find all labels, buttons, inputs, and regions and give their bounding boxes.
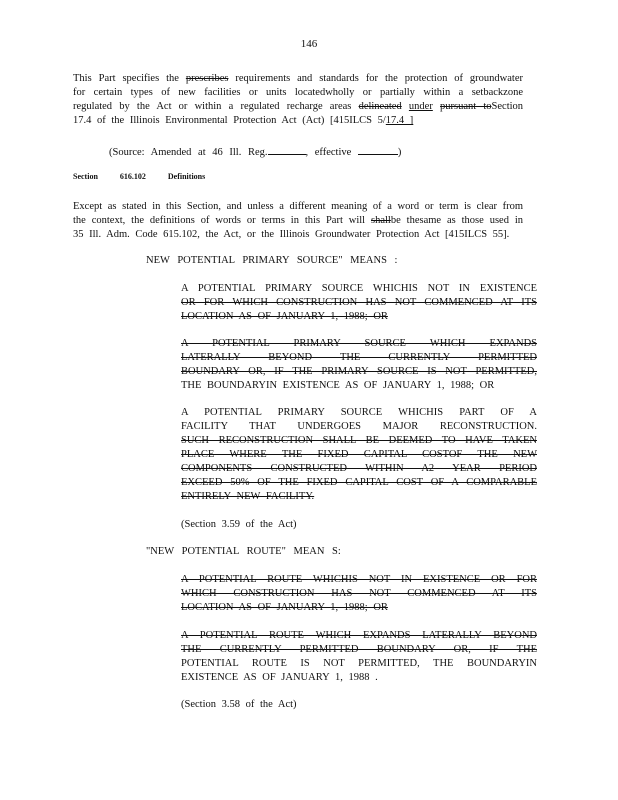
- intro-line-3: regulated by the Act or within a regulated recharge areas delineated under pursuant toSection: [73, 101, 524, 112]
- deleted-text: A POTENTIAL PRIMARY SOURCE WHICH EXPANDS: [181, 338, 537, 349]
- npps-clause-a: A POTENTIAL PRIMARY SOURCE WHICHIS NOT IN EXISTENCE OR FOR WHICH CONSTRUCTION HAS NOT COMMENCED AT ITS LOCATION AS OF JANUARY 1, 1988; OR: [181, 283, 537, 322]
- intro-line-1: This Part specifies the prescribes requirements and standards for the protection of groundwater: [73, 73, 523, 84]
- deleted-text: A POTENTIAL ROUTE WHICHIS NOT IN EXISTENCE OR FOR: [181, 574, 537, 585]
- def-intro-line-2: the context, the definitions of words or terms in this Part will shallbe thesame as those used in: [73, 215, 524, 226]
- def-intro-line-3: 35 Ill. Adm. Code 615.102, the Act, or the Illinois Groundwater Protection Act [415ILCS 55].: [73, 229, 510, 240]
- npr-clause-b: A POTENTIAL ROUTE WHICH EXPANDS LATERALLY BEYOND THE CURRENTLY PERMITTED BOUNDARY OR, IF THE POTENTIAL ROUTE IS NOT PERMITTED, THE BOUNDARYIN EXISTENCE AS OF JANUARY 1, 1988 .: [181, 630, 537, 683]
- deleted-text: THE CURRENTLY PERMITTED BOUNDARY OR, IF THE: [181, 644, 537, 655]
- npps-clause-b: A POTENTIAL PRIMARY SOURCE WHICH EXPANDS LATERALLY BEYOND THE CURRENTLY PERMITTED BOUNDARY OR, IF THE PRIMARY SOURCE IS NOT PERMITTED, THE BOUNDARYIN EXISTENCE AS OF JANUARY 1, 1988; OR: [181, 338, 537, 391]
- intro-line-2: for certain types of new facilities or units locatedwholly or partially within a setbackzone: [73, 87, 523, 98]
- blank-line: [268, 144, 306, 155]
- definitions-intro: [73, 200, 523, 242]
- npr-citation: (Section 3.58 of the Act): [181, 699, 297, 710]
- page-number: 146: [300, 38, 318, 50]
- deleted-text: ENTIRELY NEW FACILITY.: [181, 491, 315, 502]
- deleted-text: PLACE WHERE THE FIXED CAPITAL COSTOF THE NEW: [181, 449, 537, 460]
- deleted-text: SUCH RECONSTRUCTION SHALL BE DEEMED TO HAVE TAKEN: [181, 435, 537, 446]
- inserted-text: 17.4 ]: [385, 115, 414, 126]
- deleted-text: pursuant to: [440, 101, 492, 112]
- deleted-text: BOUNDARY OR, IF THE PRIMARY SOURCE IS NOT PERMITTED,: [181, 366, 537, 377]
- npr-clause-a: [181, 573, 537, 615]
- intro-paragraph: [73, 72, 523, 128]
- npr-heading: "NEW POTENTIAL ROUTE" MEAN S:: [146, 546, 341, 557]
- deleted-text: OR FOR WHICH CONSTRUCTION HAS NOT COMMENCED AT ITS: [181, 297, 537, 308]
- inserted-text: under: [408, 101, 433, 112]
- npps-heading: NEW POTENTIAL PRIMARY SOURCE" MEANS :: [146, 255, 398, 266]
- npps-clause-c: A POTENTIAL PRIMARY SOURCE WHICHIS PART OF A FACILITY THAT UNDERGOES MAJOR RECONSTRUCTION. SUCH RECONSTRUCTION SHALL BE DEEMED TO HAVE TAKEN PLACE WHERE THE FIXED CAPITAL COSTOF THE NEW COMPONENTS CONSTRUCTED WITHIN A2 YEAR PERIOD EXCEED 50% OF THE FIXED CAPITAL COST OF A COMPARABLE ENTIRELY NEW FACILITY.: [181, 407, 537, 502]
- deleted-text: WHICH CONSTRUCTION HAS NOT COMMENCED AT ITS: [181, 588, 537, 599]
- deleted-text: LATERALLY BEYOND THE CURRENTLY PERMITTED: [181, 352, 537, 363]
- deleted-text: COMPONENTS CONSTRUCTED WITHIN A2 YEAR PERIOD: [181, 463, 537, 474]
- deleted-text: prescribes: [185, 73, 229, 84]
- deleted-text: EXCEED 50% OF THE FIXED CAPITAL COST OF A COMPARABLE: [181, 477, 537, 488]
- deleted-text: shall: [371, 215, 391, 226]
- source-note: (Source: Amended at 46 Ill. Reg. , effective ): [109, 144, 401, 160]
- def-intro-line-1: Except as stated in this Section, and unless a different meaning of a word or term is clear from: [73, 201, 524, 212]
- section-heading: Section 616.102 Definitions: [73, 172, 206, 181]
- deleted-text: LOCATION AS OF JANUARY 1, 1988; OR: [181, 311, 388, 322]
- deleted-text: delineated: [358, 101, 402, 112]
- intro-line-4: 17.4 of the Illinois Environmental Protection Act (Act) [415ILCS 5/17.4 ]: [73, 115, 414, 126]
- deleted-text: A POTENTIAL ROUTE WHICH EXPANDS LATERALLY BEYOND: [181, 630, 537, 641]
- blank-line: [358, 144, 398, 155]
- npps-citation: (Section 3.59 of the Act): [181, 519, 297, 530]
- deleted-text: LOCATION AS OF JANUARY 1, 1988; OR: [181, 602, 388, 613]
